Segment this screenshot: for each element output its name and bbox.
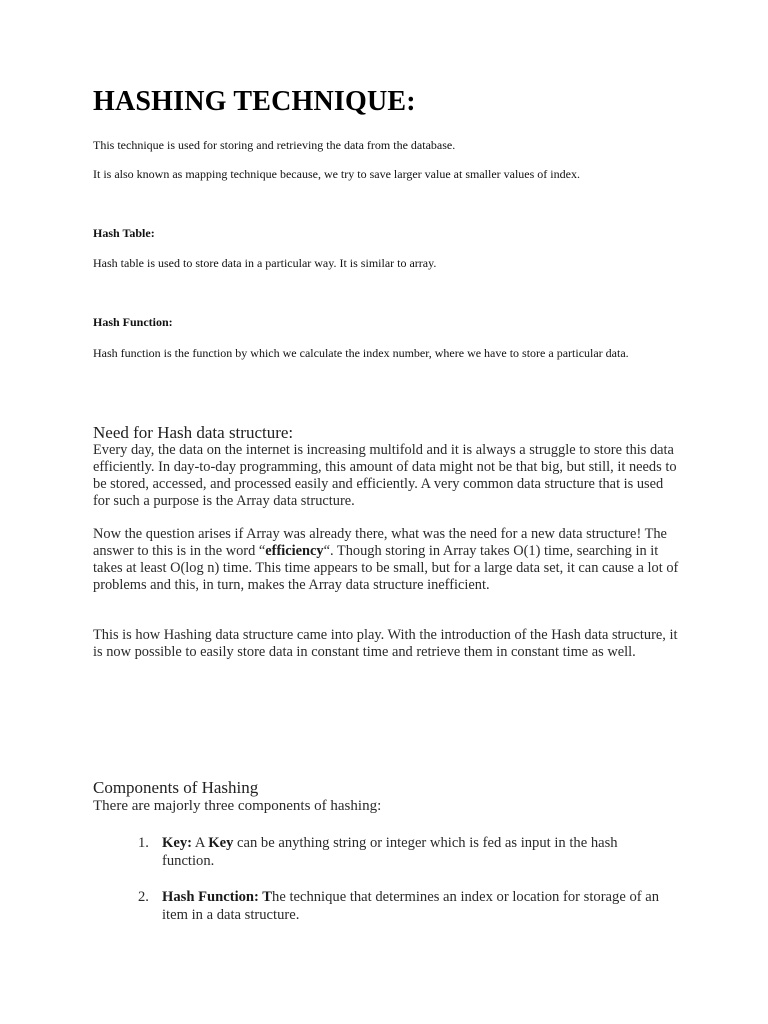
- list-item-number: 2.: [138, 889, 149, 905]
- need-paragraph-2: [93, 526, 683, 594]
- list-item-body: [162, 888, 672, 924]
- list-item-label: Key:: [162, 835, 192, 851]
- list-item-label: Hash Function: T: [162, 889, 273, 905]
- hash-table-text: Hash table is used to store data in a particular way. It is similar to array.: [93, 256, 437, 270]
- need-paragraph-1: Every day, the data on the internet is increasing multifold and it is always a struggle to store this data efficiently. In day-to-day programming, this amount of data might not be that big, but still, it needs to be stored, accessed, and processed easily and efficiently. A very common data structure that is used for such a purpose is the Array data structure.: [93, 442, 677, 509]
- hash-function-text: Hash function is the function by which we calculate the index number, where we have to store a particular data.: [93, 346, 629, 360]
- hash-function-heading: Hash Function:: [93, 315, 173, 329]
- list-item-bold-term: Key: [208, 835, 234, 851]
- intro-paragraph-2: It is also known as mapping technique because, we try to save larger value at smaller values of index.: [93, 167, 580, 181]
- need-paragraph-2-end: “. Though storing in Array takes O(1) time, searching in it takes at least O(log n) time. This time appears to be small, but for a large data set, it can cause a lot of problems and this, in turn, makes the Array data structure inefficient.: [93, 543, 679, 593]
- efficiency-term: efficiency: [265, 543, 324, 559]
- components-heading: Components of Hashing: [93, 778, 259, 797]
- list-item-text-a: he technique that determines an index or location for storage of an item in a data structure.: [162, 889, 660, 923]
- list-item-number: 1.: [138, 835, 149, 851]
- list-item-text-c: can be anything string or integer which is fed as input in the hash function.: [162, 835, 618, 869]
- page-title: HASHING TECHNIQUE:: [93, 86, 416, 117]
- components-intro: There are majorly three components of hashing:: [93, 798, 382, 814]
- need-paragraph-2-start: Now the question arises if Array was already there, what was the need for a new data structure! The answer to this is in the word “: [93, 526, 667, 559]
- need-paragraph-3: This is how Hashing data structure came into play. With the introduction of the Hash data structure, it is now possible to easily store data in constant time and retrieve them in constant time as well.: [93, 627, 678, 660]
- list-item-text-a: A: [192, 835, 209, 851]
- hash-table-heading: Hash Table:: [93, 226, 155, 240]
- need-heading: Need for Hash data structure:: [93, 423, 294, 442]
- intro-paragraph-1: This technique is used for storing and retrieving the data from the database.: [93, 138, 456, 152]
- list-item-body: [162, 834, 672, 870]
